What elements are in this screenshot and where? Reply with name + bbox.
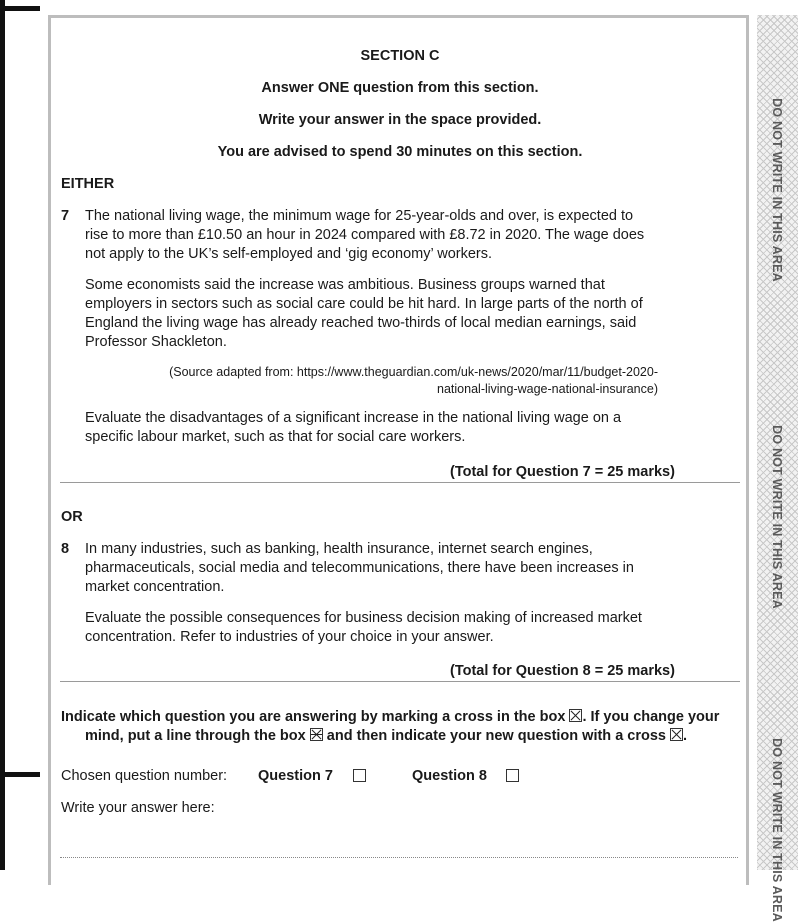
struck-through-box-icon [310, 728, 323, 741]
do-not-write-label-middle: DO NOT WRITE IN THIS AREA [770, 425, 784, 609]
indicate-text-4: and then indicate your new question with a cross [326, 728, 666, 744]
question-7-task: Evaluate the disadvantages of a significant increase in the national living wage on a specific labour market, such as that for social care workers. [85, 410, 622, 445]
section-title: SECTION C [360, 48, 440, 64]
registration-mark-bottom [0, 772, 40, 777]
do-not-write-label-top: DO NOT WRITE IN THIS AREA [770, 98, 784, 282]
answer-line[interactable] [60, 857, 738, 858]
answer-prompt: Write your answer here: [61, 800, 215, 816]
question-7-divider [60, 482, 740, 483]
source-line-1: (Source adapted from: https://www.theguardian.com/uk-news/2020/mar/11/budget-2020- [169, 365, 658, 379]
section-instruction-space: Write your answer in the space provided. [258, 112, 542, 128]
question-7-total: (Total for Question 7 = 25 marks) [450, 464, 675, 480]
section-instruction-answer-one: Answer ONE question from this section. [261, 80, 539, 96]
question-8-divider [60, 681, 740, 682]
question-7-paragraph-1: The national living wage, the minimum wage for 25-year-olds and over, is expected to rise to more than £10.50 an hour in 2024 compared with £8.72 in 2020. The wage does not apply to the UK’s self-employed and ‘gig economy’ workers. [85, 208, 645, 262]
question-8-task: Evaluate the possible consequences for business decision making of increased market concentration. Refer to industries of your choice in your answer. [85, 610, 642, 645]
question-7-paragraph-2: Some economists said the increase was ambitious. Business groups warned that employers in sectors such as social care could be hit hard. In large parts of the north of England the living wage has already reached two-thirds of local median earnings, said Professor Shackleton. [85, 277, 643, 350]
or-label: OR [61, 509, 83, 525]
do-not-write-label-bottom: DO NOT WRITE IN THIS AREA [770, 738, 784, 922]
question-8-paragraph-1: In many industries, such as banking, health insurance, internet search engines, pharmaceuticals, social media and telecommunications, there have been increases in market concentration. [85, 541, 634, 595]
indicate-text-2: . If you change your [582, 709, 720, 725]
question-7-checkbox[interactable] [353, 769, 366, 782]
source-line-2: national-living-wage-national-insurance) [437, 382, 658, 396]
question-7-source [85, 364, 658, 398]
chosen-question-label: Chosen question number: [61, 768, 228, 784]
indicate-text-3: mind, put a line through the box [85, 728, 306, 744]
indicate-text-5: . [683, 728, 688, 744]
indicate-text-1: Indicate which question you are answering by marking a cross in the box [61, 709, 566, 725]
question-7-number: 7 [61, 208, 70, 224]
crossed-box-icon [569, 709, 582, 722]
registration-mark-top [0, 6, 40, 11]
crossed-box-icon-2 [670, 728, 683, 741]
question-8-number: 8 [61, 541, 70, 557]
question-7-option-label: Question 7 [258, 768, 333, 784]
section-instruction-time: You are advised to spend 30 minutes on this section. [217, 144, 583, 160]
question-8-total: (Total for Question 8 = 25 marks) [450, 663, 675, 679]
left-margin-bar [0, 0, 5, 870]
question-8-checkbox[interactable] [506, 769, 519, 782]
indicate-instruction [61, 708, 741, 746]
either-label: EITHER [61, 176, 115, 192]
question-8-option-label: Question 8 [412, 768, 487, 784]
